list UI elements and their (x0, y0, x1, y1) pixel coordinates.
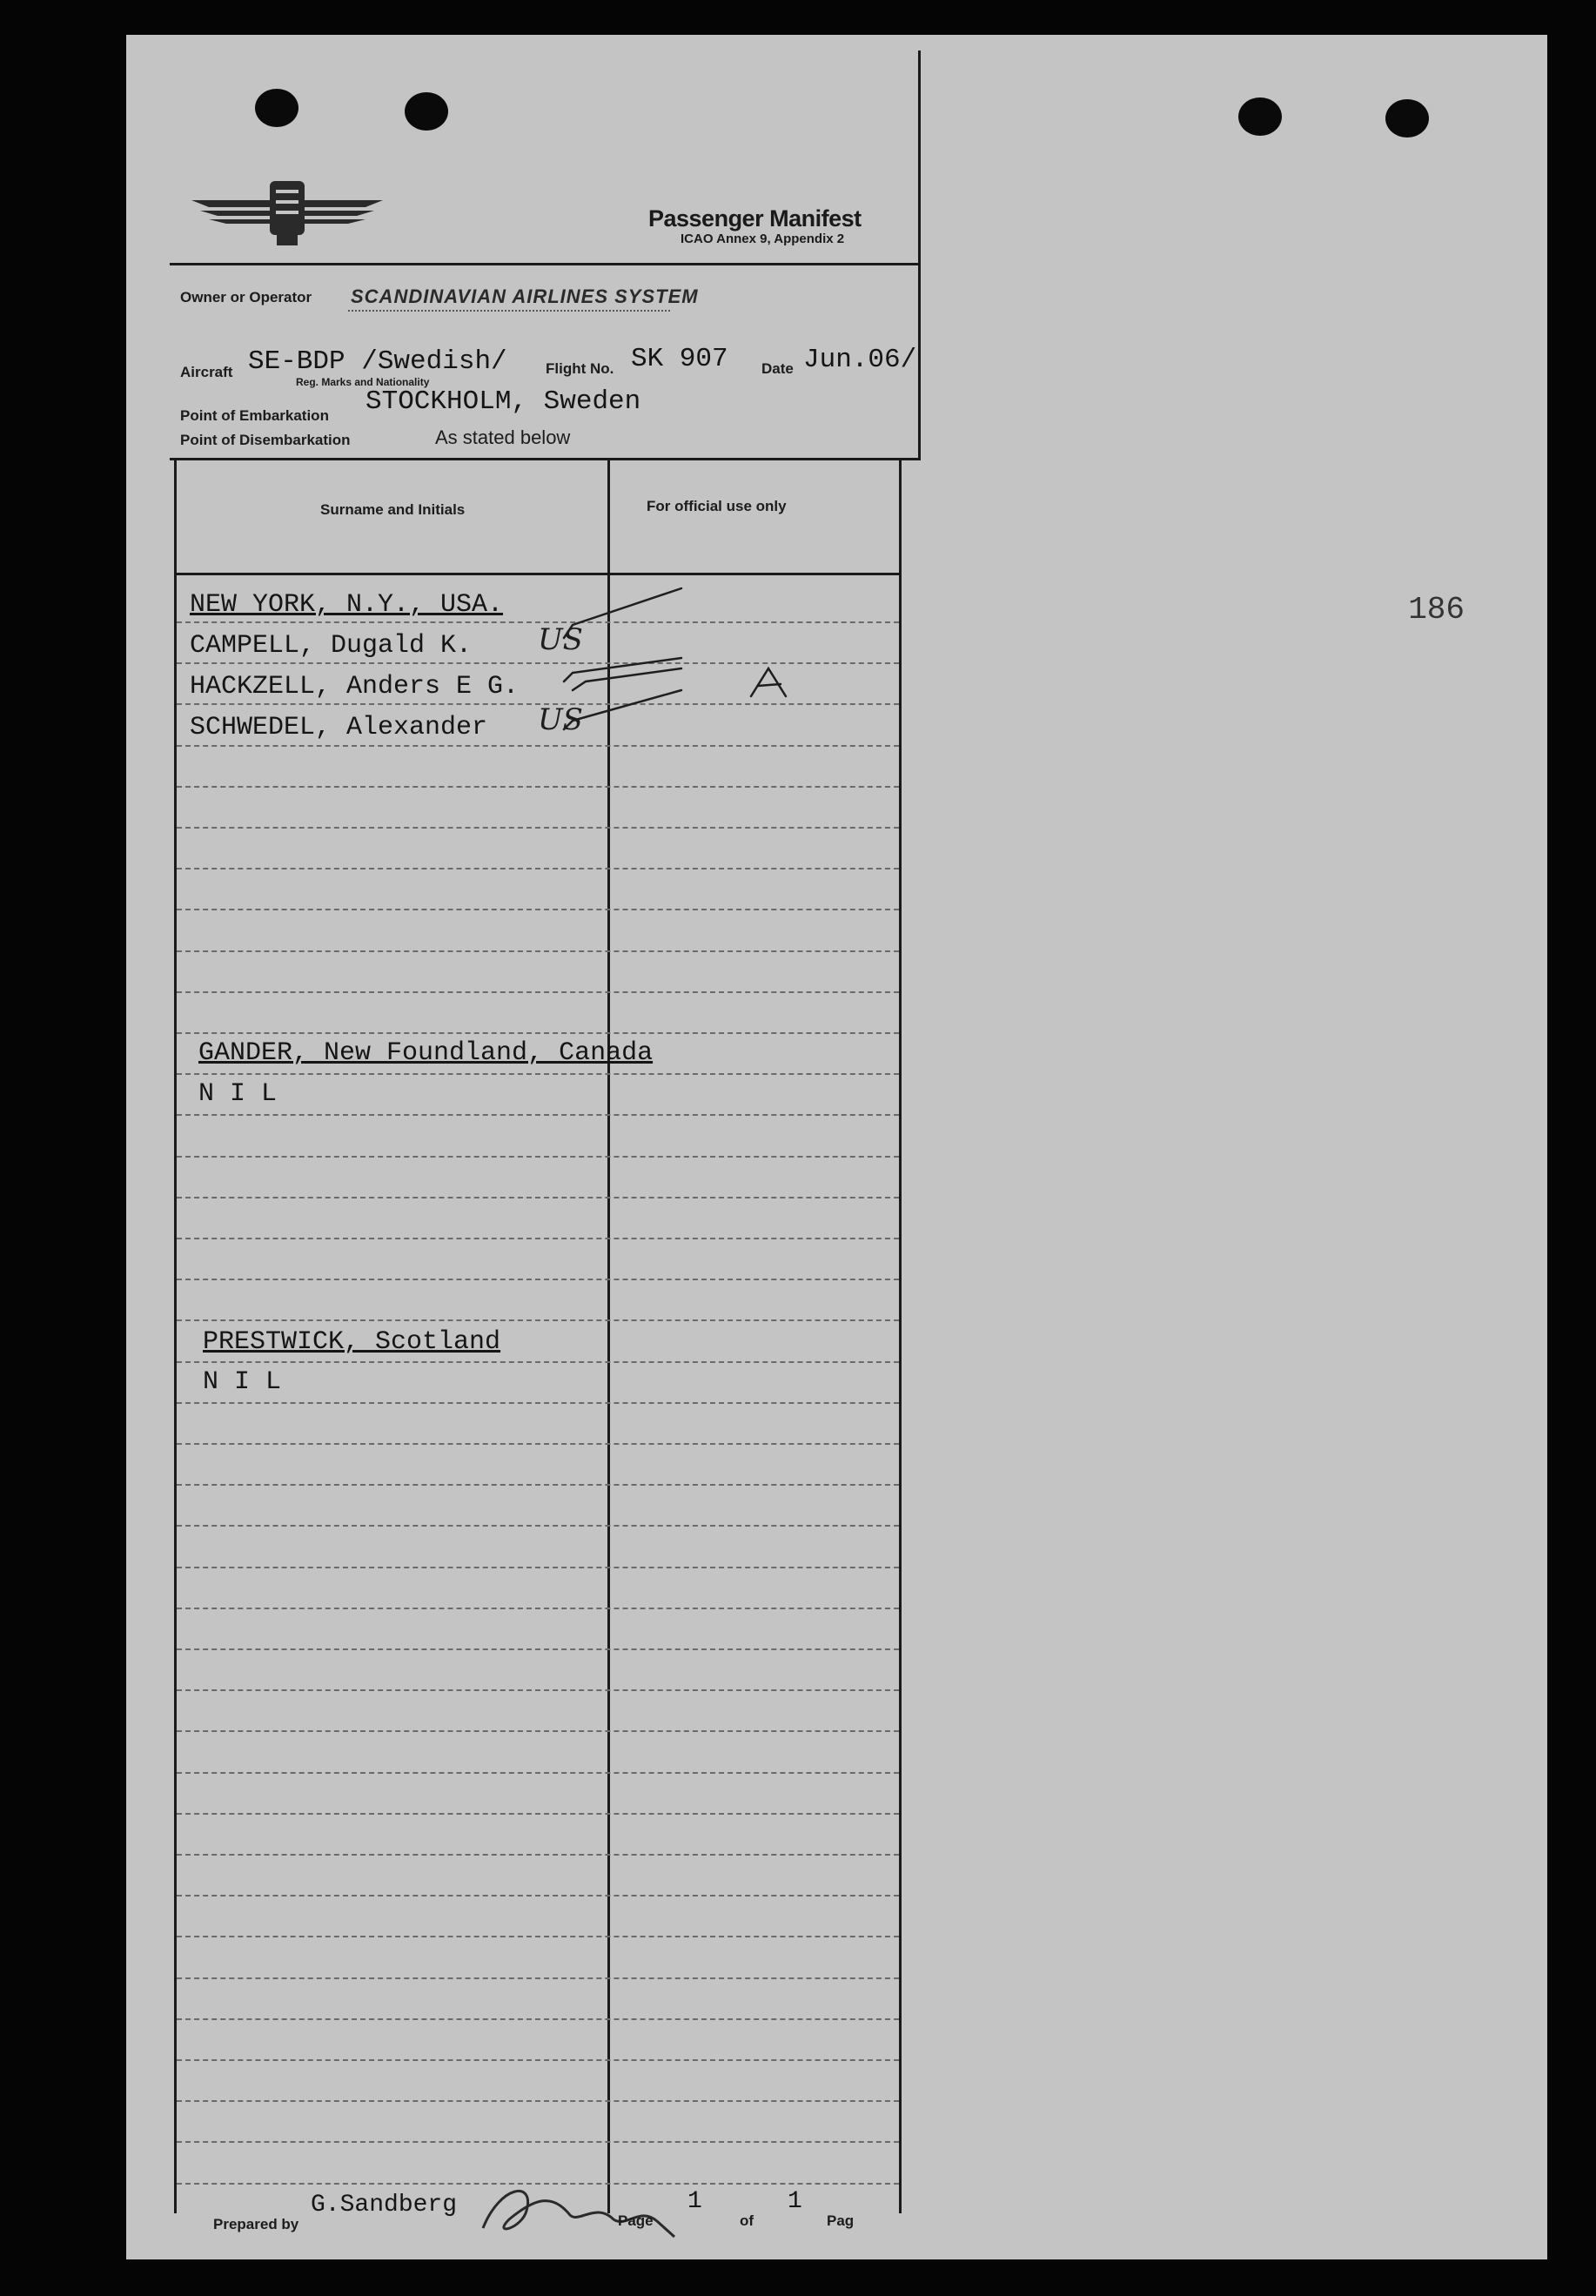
passenger-row: SCHWEDEL, Alexander (190, 713, 488, 742)
aircraft-sublabel: Reg. Marks and Nationality (296, 376, 430, 388)
ruled-line (177, 1443, 899, 1445)
embarkation-label: Point of Embarkation (180, 407, 329, 424)
ruled-line (177, 1648, 899, 1650)
header-top-rule (170, 263, 918, 265)
us-mark-2: US (538, 702, 583, 737)
ruled-line (177, 1156, 899, 1158)
punch-hole-3 (1238, 97, 1282, 136)
ruled-line (177, 1689, 899, 1691)
ruled-line (177, 1361, 899, 1363)
ruled-line (177, 1073, 899, 1075)
ruled-line (177, 2141, 899, 2143)
destination-new-york: NEW YORK, N.Y., USA. (190, 590, 504, 620)
passenger-row: HACKZELL, Anders E G. (190, 672, 520, 702)
ruled-line (177, 1813, 899, 1815)
handwritten-checkmarks (177, 460, 899, 825)
col-name-header: Surname and Initials (320, 501, 466, 518)
of-label: of (740, 2212, 754, 2229)
ruled-line (177, 2100, 899, 2102)
passenger-table (174, 460, 902, 2213)
owner-label: Owner or Operator (180, 289, 312, 305)
ruled-line (177, 1608, 899, 1609)
ruled-line (177, 909, 899, 910)
page-total: 1 (788, 2188, 802, 2215)
us-mark-1: US (538, 622, 583, 657)
ruled-line (177, 1895, 899, 1897)
ruled-line (177, 1854, 899, 1856)
ruled-line (177, 868, 899, 869)
page-label: Page (618, 2212, 654, 2229)
ruled-line (177, 1402, 899, 1404)
ruled-line (177, 1936, 899, 1937)
destination-gander: GANDER, New Foundland, Canada (198, 1038, 654, 1068)
embarkation-value: STOCKHOLM, Sweden (365, 386, 641, 417)
form-subtitle: ICAO Annex 9, Appendix 2 (681, 232, 845, 246)
aircraft-label: Aircraft (180, 364, 233, 380)
destination-prestwick: PRESTWICK, Scotland (203, 1327, 501, 1357)
ruled-line (177, 1197, 899, 1198)
date-label: Date (761, 360, 794, 377)
ruled-line (177, 1032, 899, 1034)
ruled-line (177, 2059, 899, 2061)
disembarkation-value: As stated below (435, 426, 571, 448)
page-suffix: Pag (827, 2212, 855, 2229)
disembarkation-label: Point of Disembarkation (180, 432, 351, 448)
flight-value: SK 907 (631, 344, 728, 374)
archive-page-number: 186 (1408, 592, 1465, 628)
passenger-row: CAMPELL, Dugald K. (190, 631, 473, 661)
ruled-line (177, 1730, 899, 1732)
ruled-line (177, 1114, 899, 1116)
punch-hole-4 (1385, 99, 1429, 138)
date-value: Jun.06/ (803, 345, 917, 375)
ruled-line (177, 1977, 899, 1979)
manifest-page (126, 35, 1547, 2259)
ruled-line (177, 991, 899, 993)
page-current: 1 (687, 2188, 702, 2215)
prepared-by-value: G.Sandberg (311, 2192, 458, 2219)
prepared-by-label: Prepared by (213, 2216, 299, 2232)
ruled-line (177, 1567, 899, 1568)
ruled-line (177, 827, 899, 829)
ruled-line (177, 1238, 899, 1239)
aircraft-value: SE-BDP /Swedish/ (248, 346, 507, 377)
ruled-line (177, 1319, 899, 1321)
form-title: Passenger Manifest (648, 205, 862, 232)
ruled-line (177, 950, 899, 952)
manifest-form (126, 35, 1049, 2259)
owner-rule (348, 310, 670, 312)
nil-entry: N I L (203, 1367, 282, 1397)
ruled-line (177, 2018, 899, 2020)
col-official-header: For official use only (647, 498, 787, 514)
nil-entry: N I L (198, 1079, 278, 1109)
ruled-line (177, 1484, 899, 1486)
ruled-line (177, 1525, 899, 1527)
ruled-line (177, 1279, 899, 1280)
flight-label: Flight No. (546, 360, 614, 377)
handwritten-signature (474, 2176, 753, 2246)
ruled-line (177, 1772, 899, 1774)
owner-value: SCANDINAVIAN AIRLINES SYSTEM (351, 285, 699, 307)
